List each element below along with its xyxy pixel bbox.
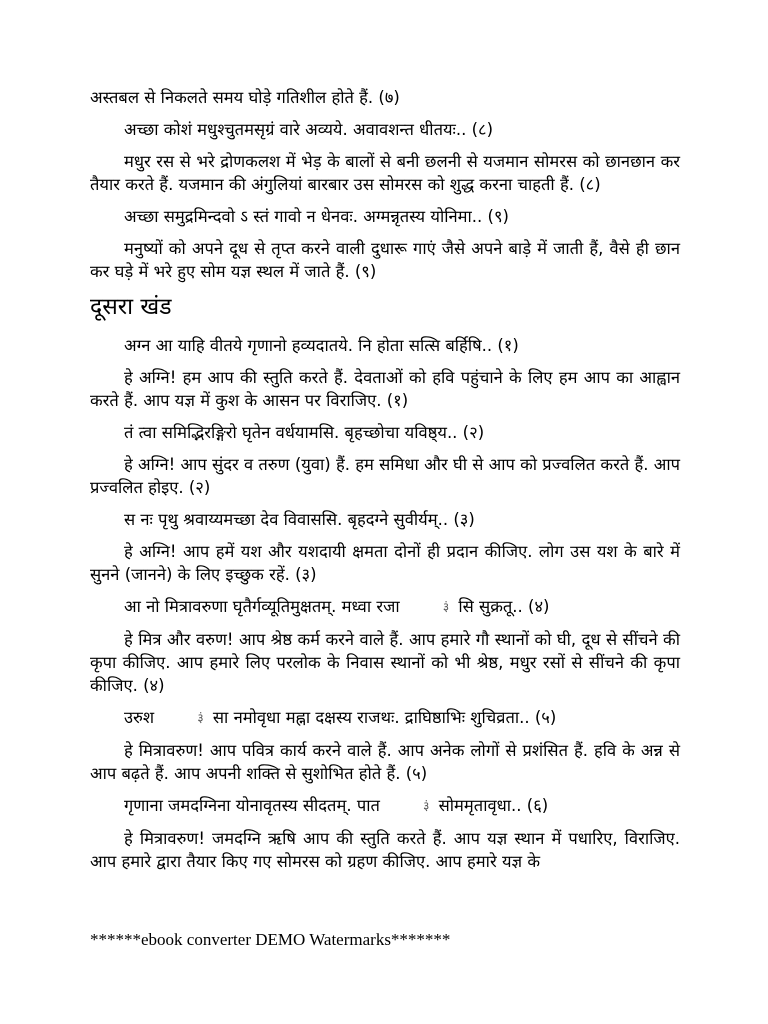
verse-translation-4: हे मित्र और वरुण! आप श्रेष्ठ कर्म करने वाले हैं. आप हमारे गौ स्थानों को घी, दूध से सींचने की कृपा कीजिए. आप हमारे लिए परलोक के निवास स्थानों को भी श्रेष्ठ, मधुर रसों से सींचने की कृपा कीजिए. (४) [90,630,680,695]
verse-translation-5: हे मित्रावरुण! आप पवित्र कार्य करने वाले हैं. आप अनेक लोगों से प्रशंसित हैं. हवि के अन्न से आप बढ़ते हैं. आप अपनी शक्ति से सुशोभित होते हैं. (५) [90,741,680,783]
verse-translation-3: हे अग्नि! आप हमें यश और यशदायी क्षमता दोनों ही प्रदान कीजिए. लोग उस यश के बारे में सुनने (जानने) के लिए इच्छुक रहें. (३) [90,542,680,584]
verse-translation-6: हे मित्रावरुण! जमदग्नि ऋषि आप की स्तुति करते हैं. आप यज्ञ स्थान में पधारिए, विराजिए. आप हमारे द्वारा तैयार किए गए सोमरस को ग्रहण कीजिए. आप हमारे यज्ञ के [90,829,680,871]
sanskrit-verse-9: अच्छा समुद्रमिन्दवो ऽ स्तं गावो न धेनवः. अग्मन्नृतस्य योनिमा.. (९) [124,207,509,226]
verse-translation-7: अस्तबल से निकलते समय घोड़े गतिशील होते हैं. (७) [90,88,400,107]
missing-glyph-icon: ३ं [442,600,450,614]
sanskrit-verse-2: तं त्वा समिद्भिरङ्गिरो घृतेन वर्धयामसि. बृहच्छोचा यविष्ठ्य.. (२) [124,423,485,442]
missing-glyph-icon: ३ं [423,799,430,813]
section-heading: दूसरा खंड [90,294,172,320]
verse-translation-9: मनुष्यों को अपने दूध से तृप्त करने वाली दुधारू गाएं जैसे अपने बाड़े में जाती हैं, वैसे ही छान कर घड़े में भरे हुए सोम यज्ञ स्थल में जाते हैं. (९) [90,239,680,281]
watermark-text: ******ebook converter DEMO Watermarks******* [90,930,451,949]
sanskrit-verse-5 [90,706,680,730]
verse-translation-1: हे अग्नि! हम आप की स्तुति करते हैं. देवताओं को हवि पहुंचाने के लिए हम आप का आह्वान करते हैं. आप यज्ञ में कुश के आसन पर विराजिए. (१) [90,368,680,410]
verse-translation-2: हे अग्नि! आप सुंदर व तरुण (युवा) हैं. हम समिधा और घी से आप को प्रज्वलित करते हैं. आप प्रज्वलित होइए. (२) [90,455,680,497]
verse-text: उरुश [124,708,155,727]
sanskrit-verse-6 [90,794,680,818]
verse-text: आ नो मित्रावरुणा घृतैर्गव्यूतिमुक्षतम्. मध्वा रजा [124,597,400,616]
sanskrit-verse-4 [90,595,680,619]
page-content [90,86,680,882]
verse-translation-8: मधुर रस से भरे द्रोणकलश में भेड़ के बालों से बनी छलनी से यजमान सोमरस को छानछान कर तैयार करते हैं. यजमान की अंगुलियां बारबार उस सोमरस को शुद्ध करना चाहती हैं. (८) [90,152,680,194]
verse-text: सा नमोवृधा मह्ना दक्षस्य राजथः. द्राघिष्ठाभिः शुचिव्रता.. (५) [212,708,557,727]
missing-glyph-icon: ३ं [197,711,204,725]
verse-text: सि सुक्रतू.. (४) [458,597,550,616]
sanskrit-verse-3: स नः पृथु श्रवाय्यमच्छा देव विवाससि. बृहदग्ने सुवीर्यम्.. (३) [124,510,475,529]
verse-text: सोममृतावृधा.. (६) [438,796,549,815]
sanskrit-verse-1: अग्न आ याहि वीतये गृणानो हव्यदातये. नि होता सत्सि बर्हिषि.. (१) [124,336,519,355]
sanskrit-verse-8: अच्छा कोशं मधुश्चुतमसृग्रं वारे अव्यये. अवावशन्त धीतयः.. (८) [124,120,494,139]
verse-text: गृणाना जमदग्निना योनावृतस्य सीदतम्. पात [124,796,380,815]
